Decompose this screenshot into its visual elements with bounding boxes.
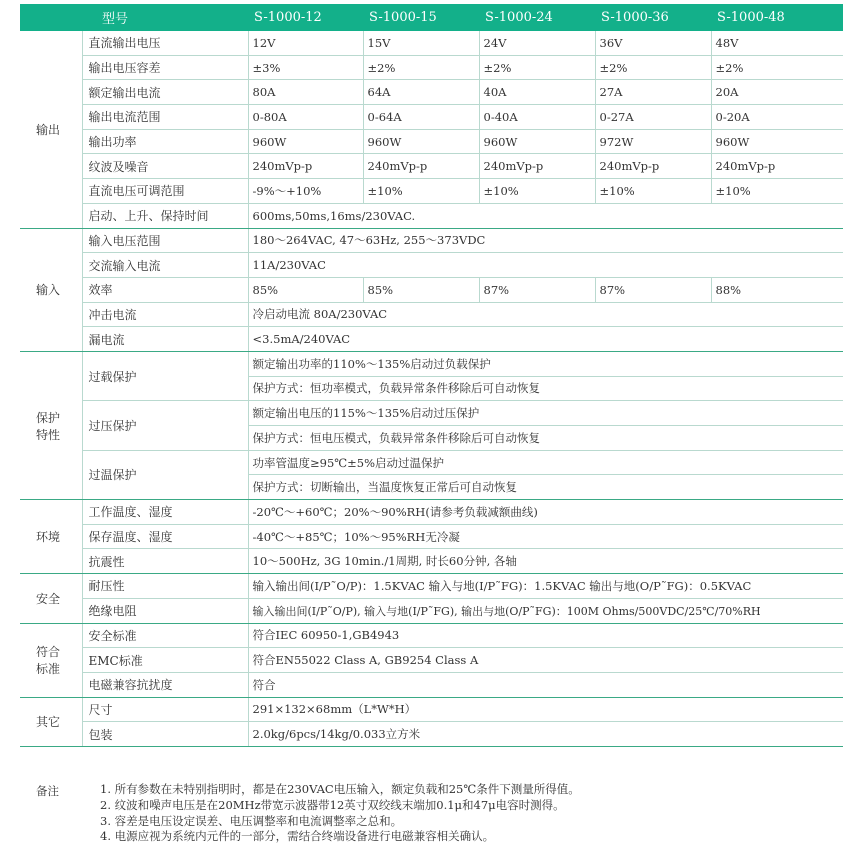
value-cell: -20℃～+60℃；20%～90%RH(请参考负载减额曲线) (248, 500, 843, 525)
value-cell: ±2% (363, 55, 479, 80)
param-name: 冲击电流 (82, 302, 248, 327)
table-row (20, 549, 843, 574)
table-row (20, 228, 843, 253)
param-name: 漏电流 (82, 327, 248, 352)
value-cell: ±3% (248, 55, 363, 80)
value-cell: ±2% (711, 55, 843, 80)
table-row (20, 277, 843, 302)
value-cell: 85% (248, 277, 363, 302)
table-row (20, 697, 843, 722)
table-row (20, 31, 843, 55)
category-protection (20, 351, 82, 499)
value-cell: ±10% (595, 179, 711, 204)
param-name: 纹波及噪音 (82, 154, 248, 179)
param-name: 过温保护 (82, 450, 248, 499)
value-cell: 180～264VAC, 47～63Hz, 255～373VDC (248, 228, 843, 253)
table-row (20, 327, 843, 352)
param-name: 输出电压容差 (82, 55, 248, 80)
model-header-cell: S-1000-48 (711, 4, 843, 31)
value-cell: ±10% (711, 179, 843, 204)
param-name: 直流电压可调范围 (82, 179, 248, 204)
value-cell: -40℃～+85℃；10%～95%RH无冷凝 (248, 524, 843, 549)
notes-list (100, 782, 580, 845)
table-row (20, 401, 843, 426)
value-cell: 87% (479, 277, 595, 302)
value-cell: 冷启动电流 80A/230VAC (248, 302, 843, 327)
table-row (20, 55, 843, 80)
param-name: 过载保护 (82, 351, 248, 400)
value-cell: 24V (479, 31, 595, 55)
model-header-cell: S-1000-12 (248, 4, 363, 31)
value-cell: 0-80A (248, 105, 363, 130)
value-cell: 10～500Hz, 3G 10min./1周期, 时长60分钟, 各轴 (248, 549, 843, 574)
category-output: 输出 (20, 31, 82, 228)
param-name: 直流输出电压 (82, 31, 248, 55)
category-line: 标准 (36, 662, 61, 677)
value-cell: 960W (248, 129, 363, 154)
value-cell: 额定输出功率的110%～135%启动过负载保护 (248, 351, 843, 376)
param-name: 包装 (82, 722, 248, 747)
model-header-cell: S-1000-36 (595, 4, 711, 31)
value-cell: 2.0kg/6pcs/14kg/0.033立方米 (248, 722, 843, 747)
value-cell: 功率管温度≥95℃±5%启动过温保护 (248, 450, 843, 475)
notes-label: 备注 (36, 784, 59, 798)
value-cell: 240mVp-p (363, 154, 479, 179)
param-name: 耐压性 (82, 574, 248, 599)
param-name: 保存温度、湿度 (82, 524, 248, 549)
table-row (20, 623, 843, 648)
value-cell: 48V (711, 31, 843, 55)
table-row (20, 524, 843, 549)
table-row (20, 80, 843, 105)
param-name: 效率 (82, 277, 248, 302)
value-cell: 600ms,50ms,16ms/230VAC. (248, 203, 843, 228)
value-cell: 保护方式：恒电压模式，负载异常条件移除后可自动恢复 (248, 426, 843, 451)
category-input: 输入 (20, 228, 82, 351)
category-environment: 环境 (20, 500, 82, 574)
category-line: 特性 (36, 427, 61, 442)
param-name: 电磁兼容抗扰度 (82, 672, 248, 697)
value-cell: 240mVp-p (248, 154, 363, 179)
category-standards (20, 623, 82, 697)
value-cell: 87% (595, 277, 711, 302)
value-cell: 保护方式：恒功率模式，负载异常条件移除后可自动恢复 (248, 376, 843, 401)
value-cell: 88% (711, 277, 843, 302)
note-item: 2. 纹波和噪声电压是在20MHz带宽示波器带12英寸双绞线末端加0.1μ和47μ电容时测得。 (100, 797, 565, 812)
value-cell: 输入输出间(I/P˜O/P), 输入与地(I/P˜FG), 输出与地(O/P˜FG)：100M Ohms/500VDC/25℃/70%RH (248, 598, 843, 623)
param-name: 输出功率 (82, 129, 248, 154)
param-name: 尺寸 (82, 697, 248, 722)
value-cell: <3.5mA/240VAC (248, 327, 843, 352)
value-cell: 291×132×68mm（L*W*H） (248, 697, 843, 722)
table-row (20, 648, 843, 673)
param-name: 输入电压范围 (82, 228, 248, 253)
note-item: 4. 电源应视为系统内元件的一部分，需结合终端设备进行电磁兼容相关确认。 (100, 829, 495, 844)
table-row (20, 672, 843, 697)
table-row (20, 253, 843, 278)
table-row (20, 105, 843, 130)
table-row (20, 302, 843, 327)
value-cell: 0-40A (479, 105, 595, 130)
param-name: 安全标准 (82, 623, 248, 648)
value-cell: 0-64A (363, 105, 479, 130)
value-cell: 80A (248, 80, 363, 105)
param-name: 启动、上升、保持时间 (82, 203, 248, 228)
value-cell: 20A (711, 80, 843, 105)
table-row (20, 450, 843, 475)
value-cell: 15V (363, 31, 479, 55)
value-cell: 符合EN55022 Class A, GB9254 Class A (248, 648, 843, 673)
param-name: 额定输出电流 (82, 80, 248, 105)
model-header-cell: S-1000-24 (479, 4, 595, 31)
param-name: 抗震性 (82, 549, 248, 574)
model-header: 型号 (20, 4, 248, 31)
table-row (20, 574, 843, 599)
value-cell: 960W (711, 129, 843, 154)
value-cell: 960W (363, 129, 479, 154)
category-line: 符合 (36, 645, 61, 660)
value-cell: ±2% (595, 55, 711, 80)
spec-table (20, 4, 843, 747)
value-cell: 85% (363, 277, 479, 302)
param-name: 工作温度、湿度 (82, 500, 248, 525)
value-cell: 972W (595, 129, 711, 154)
category-line: 保护 (36, 410, 61, 425)
note-item: 1. 所有参数在未特别指明时，都是在230VAC电压输入，额定负载和25℃条件下测量所得值。 (100, 782, 580, 796)
table-row (20, 598, 843, 623)
value-cell: 240mVp-p (479, 154, 595, 179)
param-name: 过压保护 (82, 401, 248, 450)
value-cell: 输入输出间(I/P˜O/P)：1.5KVAC 输入与地(I/P˜FG)：1.5KVAC 输出与地(O/P˜FG)：0.5KVAC (248, 574, 843, 599)
value-cell: ±2% (479, 55, 595, 80)
value-cell: 12V (248, 31, 363, 55)
value-cell: 64A (363, 80, 479, 105)
value-cell: 0-20A (711, 105, 843, 130)
table-row (20, 500, 843, 525)
param-name: EMC标准 (82, 648, 248, 673)
param-name: 交流输入电流 (82, 253, 248, 278)
category-other: 其它 (20, 697, 82, 746)
table-row (20, 129, 843, 154)
category-safety: 安全 (20, 574, 82, 623)
value-cell: 240mVp-p (595, 154, 711, 179)
value-cell: 符合IEC 60950-1,GB4943 (248, 623, 843, 648)
value-cell: 保护方式：切断输出，当温度恢复正常后可自动恢复 (248, 475, 843, 500)
model-header-cell: S-1000-15 (363, 4, 479, 31)
table-row (20, 203, 843, 228)
value-cell: 27A (595, 80, 711, 105)
value-cell: ±10% (479, 179, 595, 204)
value-cell: 0-27A (595, 105, 711, 130)
value-cell: 240mVp-p (711, 154, 843, 179)
value-cell: -9%～+10% (248, 179, 363, 204)
header-row (20, 4, 843, 31)
value-cell: 额定输出电压的115%～135%启动过压保护 (248, 401, 843, 426)
value-cell: 40A (479, 80, 595, 105)
table-row (20, 179, 843, 204)
value-cell: 36V (595, 31, 711, 55)
table-row (20, 154, 843, 179)
value-cell: 960W (479, 129, 595, 154)
value-cell: 11A/230VAC (248, 253, 843, 278)
param-name: 绝缘电阻 (82, 598, 248, 623)
table-row (20, 351, 843, 376)
value-cell: ±10% (363, 179, 479, 204)
value-cell: 符合 (248, 672, 843, 697)
table-row (20, 722, 843, 747)
note-item: 3. 容差是电压设定误差、电压调整率和电流调整率之总和。 (100, 813, 403, 828)
param-name: 输出电流范围 (82, 105, 248, 130)
